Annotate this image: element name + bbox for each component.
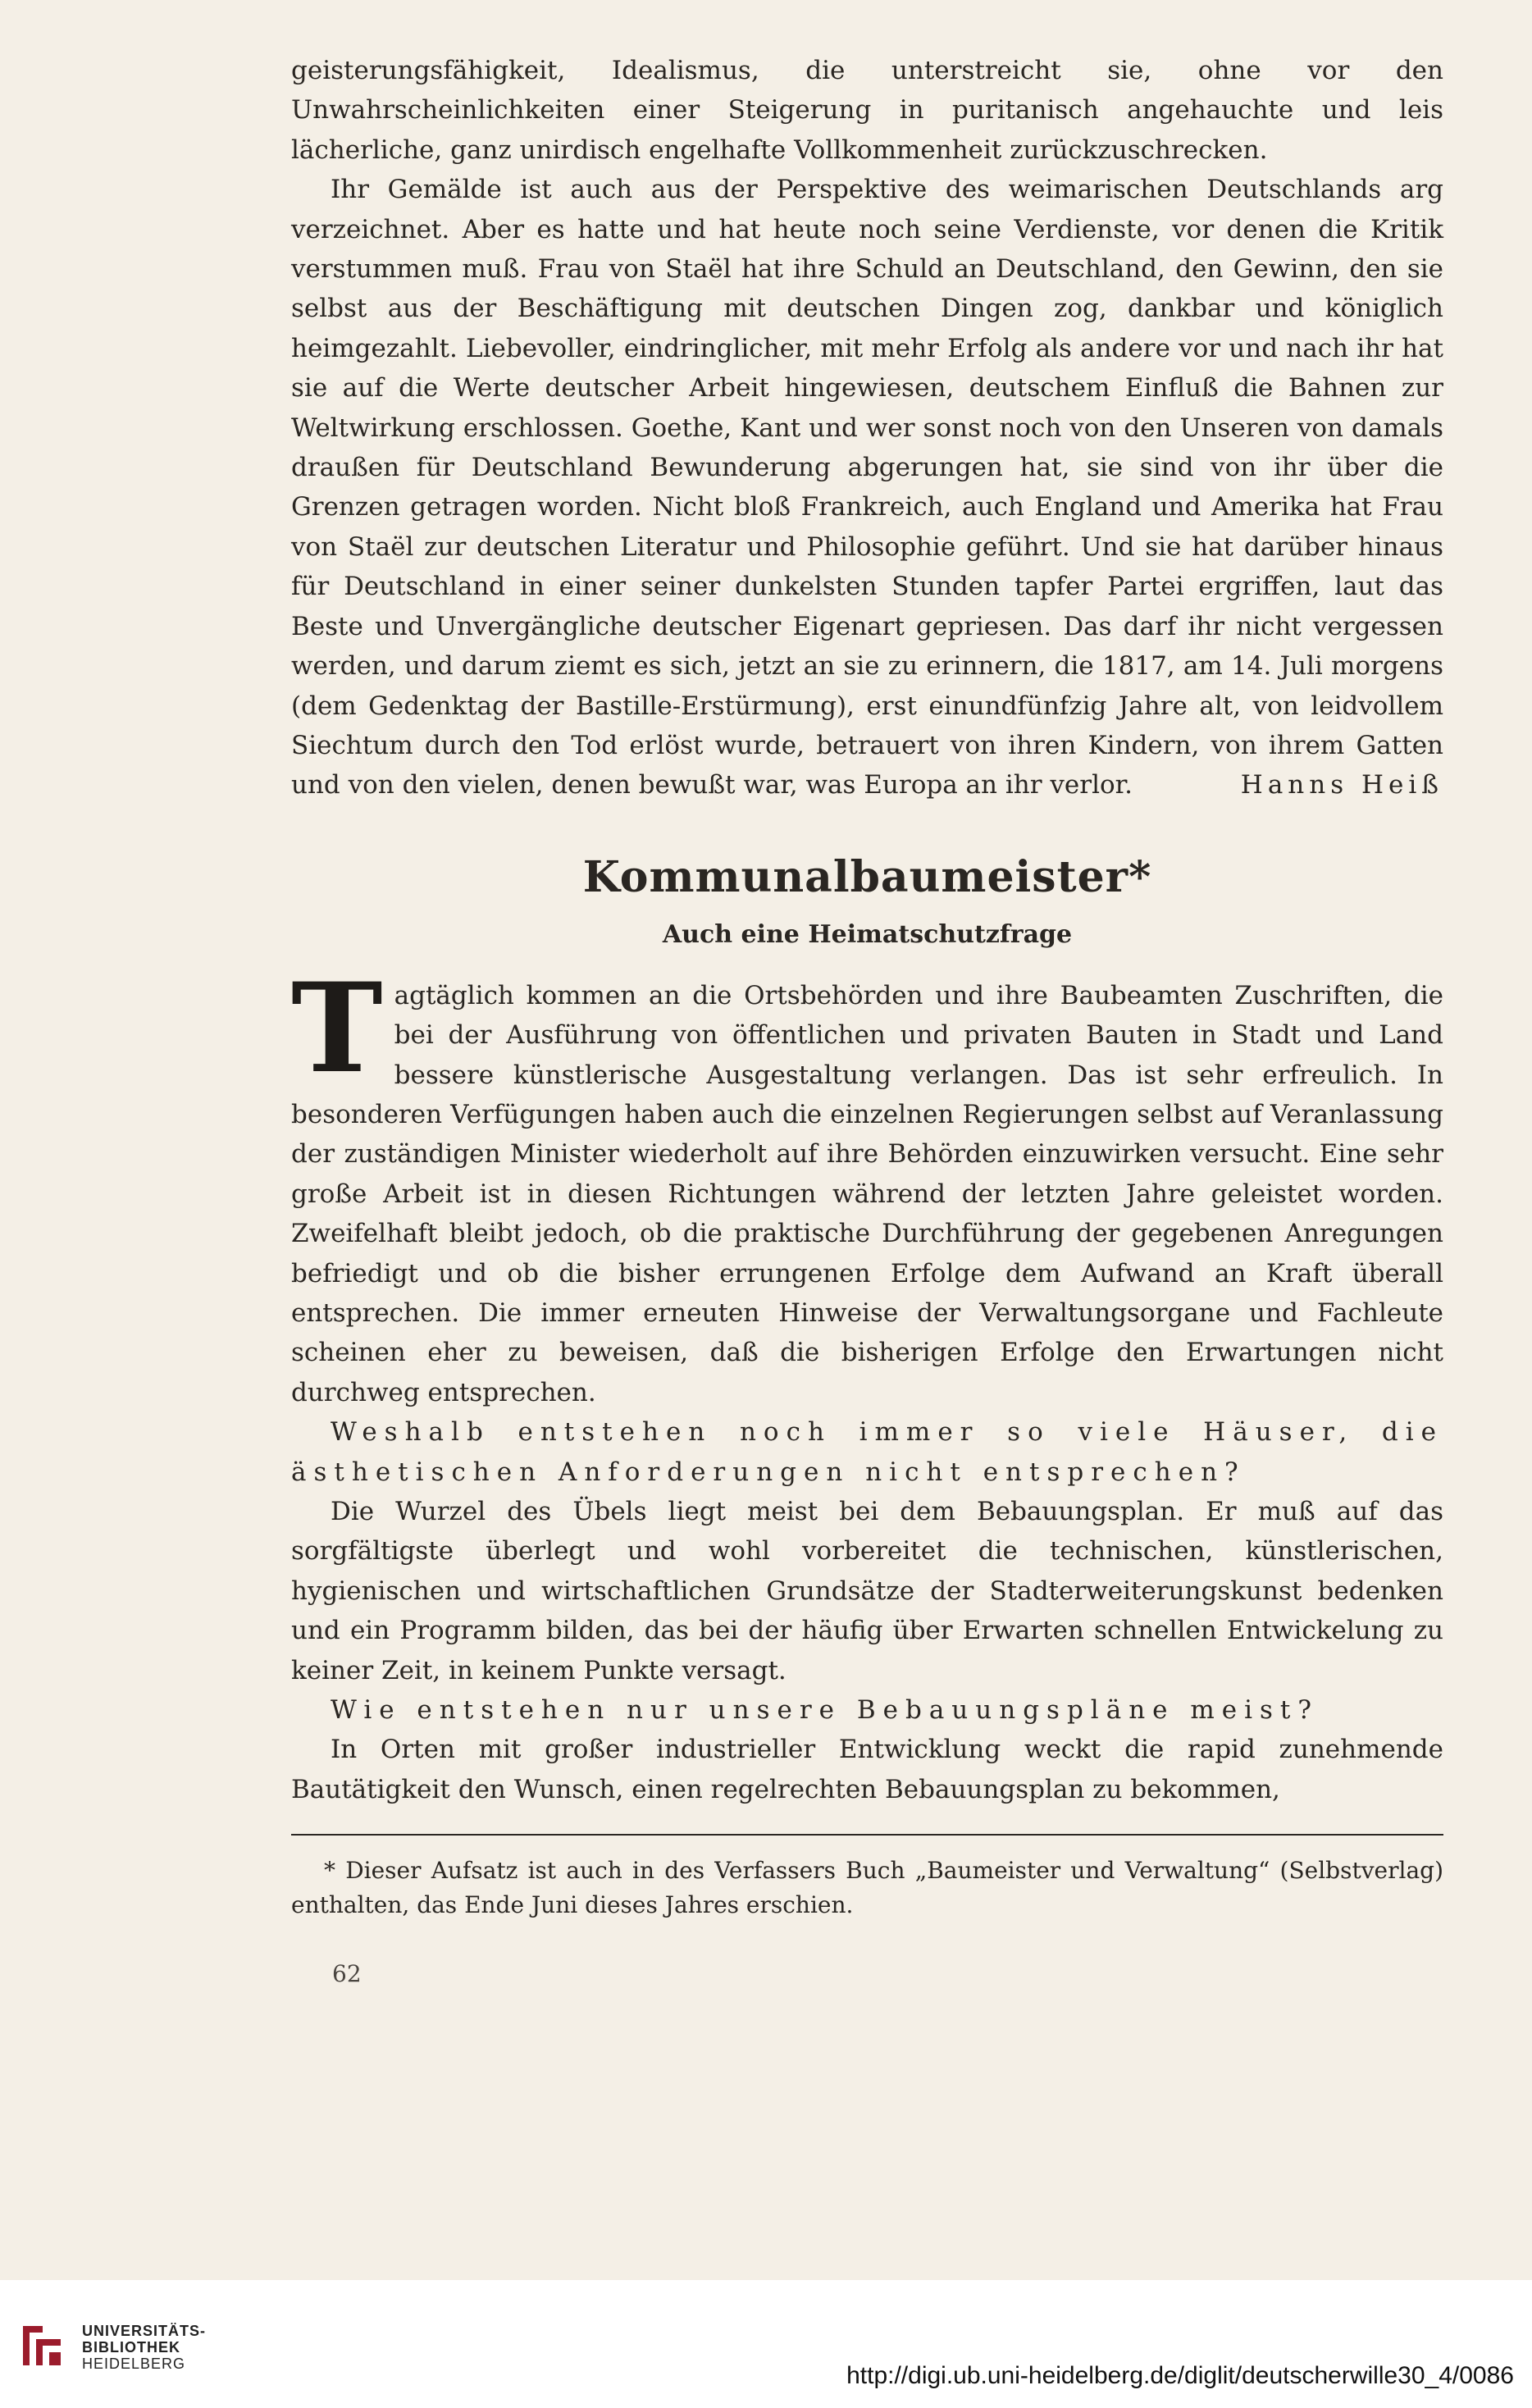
article2-question-1: Weshalb entstehen noch immer so viele Häuser, die ästhetischen Anforderungen nicht entsprechen? <box>291 1417 1443 1487</box>
article2-paragraph-1-text: agtäglich kommen an die Ortsbehörden und ihre Baubeamten Zuschriften, die bei der Ausführung von öffentlichen und privaten Bauten in Stadt und Land bessere künstlerische Ausgestaltung verlangen. Das ist sehr erfreulich. In besonderen Verfügungen haben auch die einzelnen Regierungen selbst auf Veranlassung der zuständigen Minister wiederholt auf ihre Behörden einzuwirken versucht. Eine sehr große Arbeit ist in diesen Richtungen während der letzten Jahre geleistet worden. Zweifelhaft bleibt jedoch, ob die praktische Durchführung der gegebenen Anregungen befriedigt und ob die bisher errungenen Erfolge dem Aufwand an Kraft überall entsprechen. Die immer erneuten Hinweise der Verwaltungsorgane und Fachleute scheinen eher zu beweisen, daß die bisherigen Erfolge den Erwartungen nicht durchweg entsprechen. <box>291 980 1443 1407</box>
article1-paragraph-2-text: Ihr Gemälde ist auch aus der Perspektive des weimarischen Deutschlands arg verzeichnet. Aber es hatte und hat heute noch seine Verdienste, vor denen die Kritik verstummen muß. Frau von Staël hat ihre Schuld an Deutschland, den Gewinn, den sie selbst aus der Beschäftigung mit deutschen Dingen zog, dankbar und königlich heimgezahlt. Liebevoller, eindringlicher, mit mehr Erfolg als andere vor und nach ihr hat sie auf die Werte deutscher Arbeit hingewiesen, deutschem Einfluß die Bahnen zur Weltwirkung erschlossen. Goethe, Kant und wer sonst noch von den Unseren von damals draußen für Deutschland Bewunderung abgerungen hat, sie sind von ihr über die Grenzen getragen worden. Nicht bloß Frankreich, auch England und Amerika hat Frau von Staël zur deutschen Literatur und Philosophie geführt. Und sie hat darüber hinaus für Deutschland in einer seiner dunkelsten Stunden tapfer Partei ergriffen, laut das Beste und Unvergängliche deutscher Eigenart gepriesen. Das darf ihr nicht vergessen werden, und darum ziemt es sich, jetzt an sie zu erinnern, die 1817, am 14. Juli morgens (dem Gedenktag der Bastille-Erstürmung), erst einundfünfzig Jahre alt, von leidvollem Siechtum durch den Tod erlöst wurde, betrauert von ihren Kindern, von ihrem Gatten und von den vielen, denen bewußt war, was Europa an ihr verlor. <box>291 175 1443 800</box>
library-footer <box>0 2280 1532 2408</box>
article2-question-2: Wie entstehen nur unsere Bebauungspläne meist? <box>331 1695 1319 1726</box>
footnote-divider <box>291 1834 1443 1836</box>
article1-paragraph-2 <box>291 170 1443 805</box>
article2-paragraph-1 <box>291 955 1443 1412</box>
library-logo-icon <box>18 2319 66 2372</box>
library-name-line-2: BIBLIOTHEK <box>82 2339 180 2356</box>
article2-paragraph-2: Die Wurzel des Übels liegt meist bei dem Bebauungsplan. Er muß auf das sorgfältigste überlegt und wohl vorbereitet die technischen, künstlerischen, hygienischen und wirtschaftlichen Grundsätze der Stadterweiterungskunst bedenken und ein Programm bilden, das bei der häufig über Erwarten schnellen Entwickelung zu keiner Zeit, in keinem Punkte versagt. <box>291 1497 1443 1685</box>
footnote: * Dieser Aufsatz ist auch in des Verfassers Buch „Baumeister und Verwaltung“ (Selbstverlag) enthalten, das Ende Juni dieses Jahres erschien. <box>291 1857 1443 1919</box>
page-number: 62 <box>332 1960 362 1988</box>
article1-paragraph-1: geisterungsfähigkeit, Idealismus, die unterstreicht sie, ohne vor den Unwahrscheinlichkeiten einer Steigerung in puritanisch angehauchte und leis lächerliche, ganz unirdisch engelhafte Vollkommenheit zurückzuschrecken. <box>291 56 1443 165</box>
text-column <box>291 51 1443 1987</box>
library-name-line-1: UNIVERSITÄTS- <box>82 2323 207 2339</box>
library-name <box>82 2323 206 2372</box>
library-name-line-3: HEIDELBERG <box>82 2356 186 2372</box>
article2-paragraph-3: In Orten mit großer industrieller Entwicklung weckt die rapid zunehmende Bautätigkeit den Wunsch, einen regelrechten Bebauungsplan zu bekommen, <box>291 1735 1443 1804</box>
dropcap-letter: T <box>291 955 383 1101</box>
article2-title: Kommunalbaumeister* <box>582 851 1152 902</box>
article1-author: Hanns Heiß <box>1240 770 1443 800</box>
article2-subtitle: Auch eine Heimatschutzfrage <box>662 919 1073 949</box>
source-url-link[interactable]: http://digi.ub.uni-heidelberg.de/diglit/deutscherwille30_4/0086 <box>846 2362 1514 2389</box>
